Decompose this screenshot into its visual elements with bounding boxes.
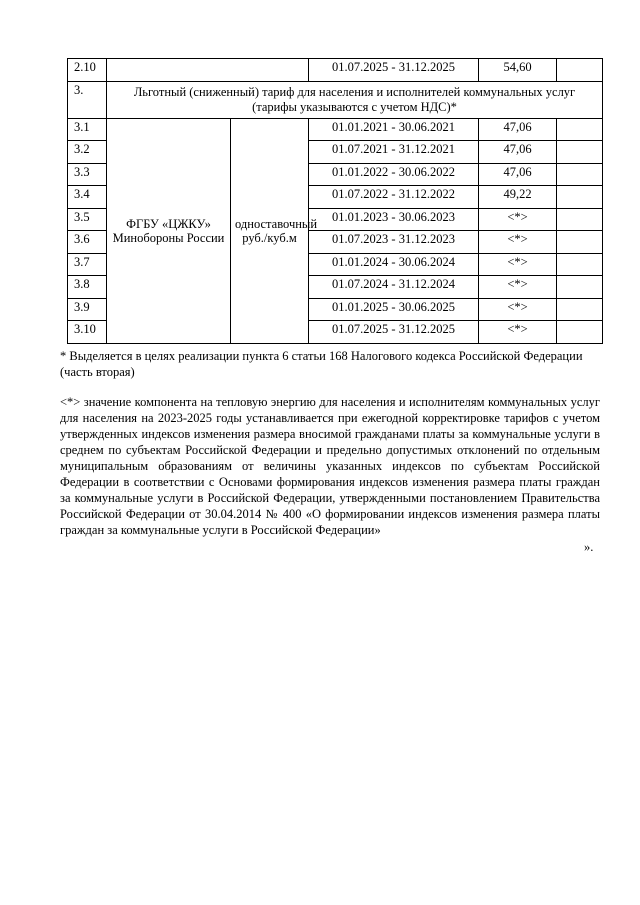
period-cell: 01.01.2021 - 30.06.2021 (309, 118, 479, 141)
empty-cell (557, 231, 603, 254)
row-number: 3.7 (68, 253, 107, 276)
table-row (68, 59, 603, 82)
period-cell: 01.07.2021 - 31.12.2021 (309, 141, 479, 164)
empty-cell (557, 59, 603, 82)
empty-cell (557, 321, 603, 344)
period-cell: 01.07.2023 - 31.12.2023 (309, 231, 479, 254)
row-number: 3.2 (68, 141, 107, 164)
organization-cell: ФГБУ «ЦЖКУ» Минобороны России (107, 118, 231, 343)
section-title: Льготный (сниженный) тариф для населения и исполнителей коммунальных услуг (тарифы указываются с учетом НДС)* (107, 81, 603, 118)
period-cell: 01.01.2023 - 30.06.2023 (309, 208, 479, 231)
empty-cell (557, 253, 603, 276)
tariff-value: <*> (479, 321, 557, 344)
empty-cell (557, 141, 603, 164)
row-number: 2.10 (68, 59, 107, 82)
tariff-value: 49,22 (479, 186, 557, 209)
section-row (68, 81, 603, 118)
period-cell: 01.07.2024 - 31.12.2024 (309, 276, 479, 299)
row-number: 3.10 (68, 321, 107, 344)
tariff-value: 47,06 (479, 141, 557, 164)
empty-cell (557, 298, 603, 321)
period-cell: 01.07.2025 - 31.12.2025 (309, 59, 479, 82)
tariff-table (67, 58, 603, 344)
tariff-value: <*> (479, 231, 557, 254)
row-number: 3.6 (68, 231, 107, 254)
row-number: 3.8 (68, 276, 107, 299)
closing-quote: ». (584, 540, 594, 554)
empty-cell (557, 208, 603, 231)
row-number: 3.1 (68, 118, 107, 141)
empty-cell (557, 186, 603, 209)
tariff-value: <*> (479, 208, 557, 231)
tariff-value: <*> (479, 276, 557, 299)
table-row (68, 118, 603, 141)
tariff-value: 47,06 (479, 163, 557, 186)
row-number: 3.9 (68, 298, 107, 321)
empty-cell (107, 59, 309, 82)
period-cell: 01.01.2025 - 30.06.2025 (309, 298, 479, 321)
row-number: 3.5 (68, 208, 107, 231)
tariff-value: 54,60 (479, 59, 557, 82)
section-number: 3. (68, 81, 107, 118)
empty-cell (557, 276, 603, 299)
component-footnote: <*> значение компонента на тепловую энергию для населения и исполнителям коммунальных услуг для населения на 2023-2025 годы устанавливается при ежегодной корректировке тарифов с учетом утвержденных индексов изменения размера вносимой гражданами платы за коммунальные услуги в среднем по субъектам Российской Федерации и предельно допустимых отклонений по отдельным муниципальным образованиям от величины указанных индексов по субъектам Российской Федерации в соответствии с Основами формирования индексов изменения размера платы граждан за коммунальные услуги в Российской Федерации, утвержденными постановлением Правительства Российской Федерации от 30.04.2014 № 400 «О формировании индексов изменения размера платы граждан за коммунальные услуги в Российской Федерации» (60, 395, 600, 537)
period-cell: 01.07.2022 - 31.12.2022 (309, 186, 479, 209)
vat-footnote: * Выделяется в целях реализации пункта 6 статьи 168 Налогового кодекса Российской Федерации (часть вторая) (60, 349, 583, 379)
period-cell: 01.07.2025 - 31.12.2025 (309, 321, 479, 344)
period-cell: 01.01.2024 - 30.06.2024 (309, 253, 479, 276)
period-cell: 01.01.2022 - 30.06.2022 (309, 163, 479, 186)
tariff-value: <*> (479, 253, 557, 276)
row-number: 3.3 (68, 163, 107, 186)
tariff-value: 47,06 (479, 118, 557, 141)
tariff-value: <*> (479, 298, 557, 321)
unit-cell: одноставочный руб./куб.м (231, 118, 309, 343)
empty-cell (557, 163, 603, 186)
empty-cell (557, 118, 603, 141)
row-number: 3.4 (68, 186, 107, 209)
